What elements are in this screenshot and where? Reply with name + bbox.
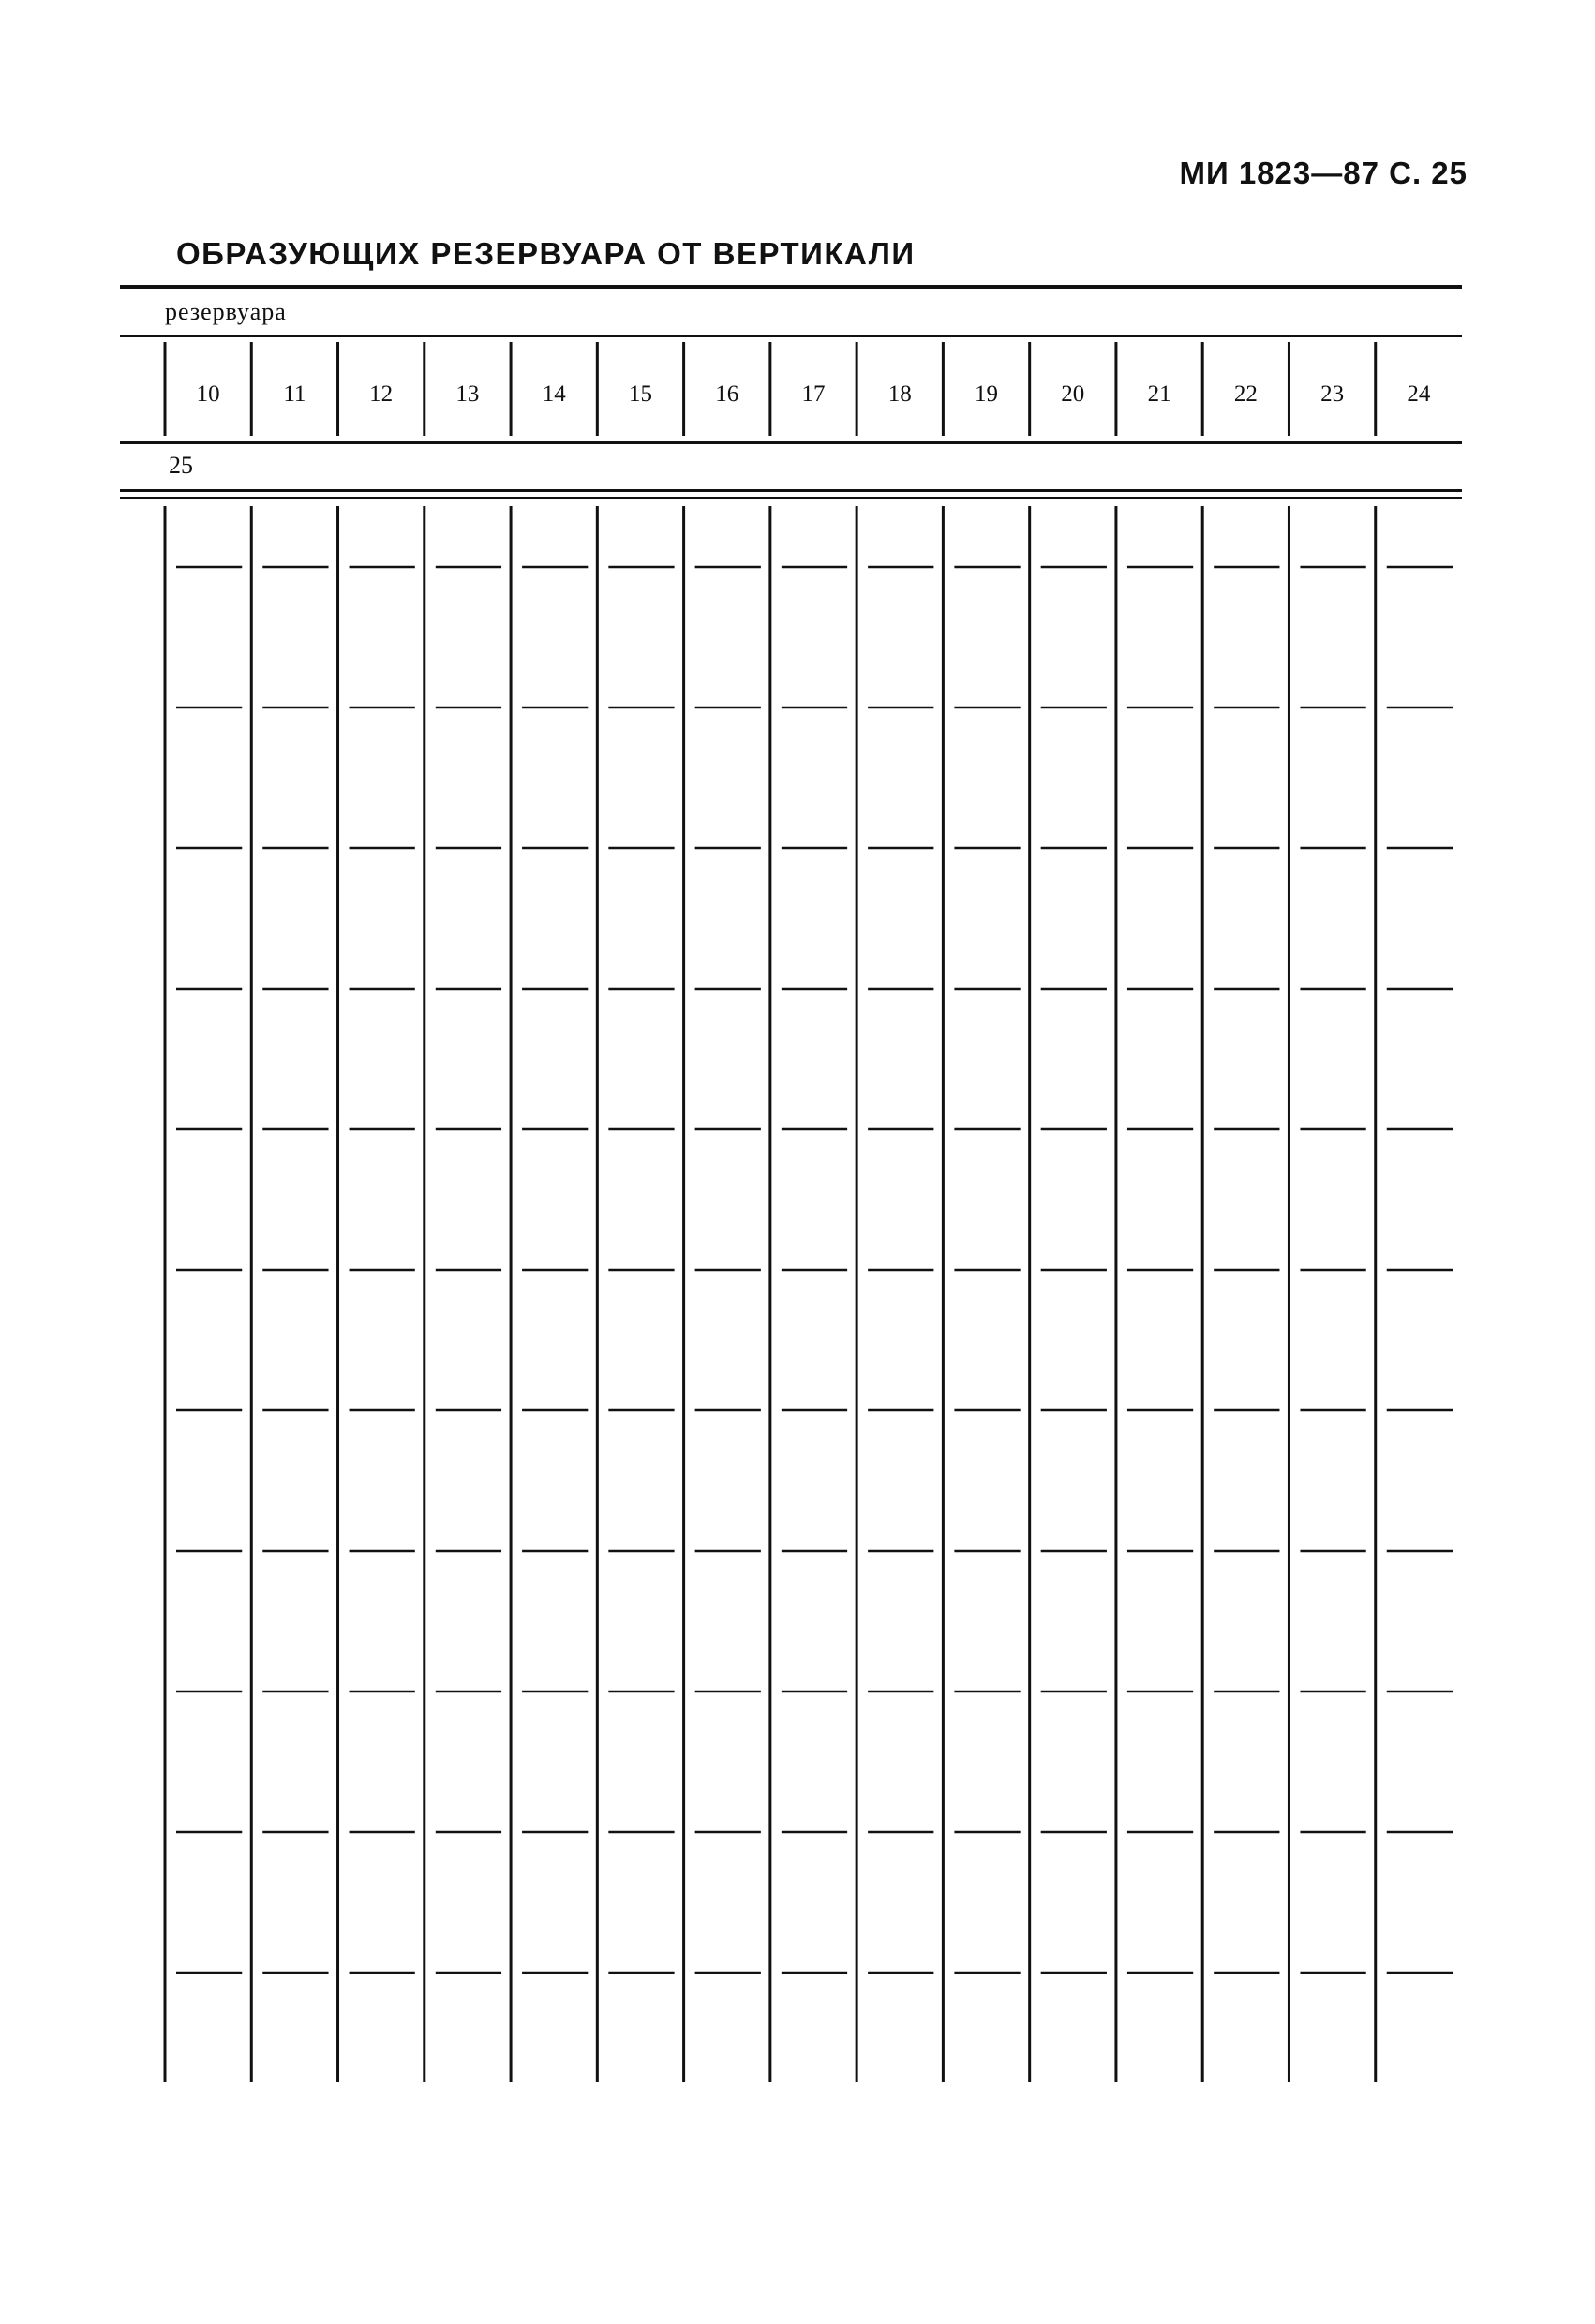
column-header-20: 20 bbox=[1061, 381, 1085, 407]
column-header-14: 14 bbox=[542, 381, 566, 407]
column-header-17: 17 bbox=[801, 381, 826, 407]
column-header-21: 21 bbox=[1147, 381, 1171, 407]
column-header-15: 15 bbox=[628, 381, 652, 407]
column-header-23: 23 bbox=[1320, 381, 1345, 407]
column-header-19: 19 bbox=[975, 381, 999, 407]
table-title: ОБРАЗУЮЩИХ РЕЗЕРВУАРА ОТ ВЕРТИКАЛИ bbox=[176, 236, 916, 271]
page-header: МИ 1823—87 С. 25 bbox=[1179, 156, 1468, 190]
column-header-24: 24 bbox=[1407, 381, 1431, 407]
column-header-11: 11 bbox=[283, 381, 306, 407]
column-header-18: 18 bbox=[887, 381, 912, 407]
column-header-12: 12 bbox=[369, 381, 394, 407]
column-header-10: 10 bbox=[196, 381, 220, 407]
column-header-13: 13 bbox=[455, 381, 480, 407]
table-subheader: резервуара bbox=[165, 298, 287, 325]
column-header-22: 22 bbox=[1233, 381, 1258, 407]
column-header-16: 16 bbox=[715, 381, 739, 407]
row-label: 25 bbox=[169, 452, 193, 479]
